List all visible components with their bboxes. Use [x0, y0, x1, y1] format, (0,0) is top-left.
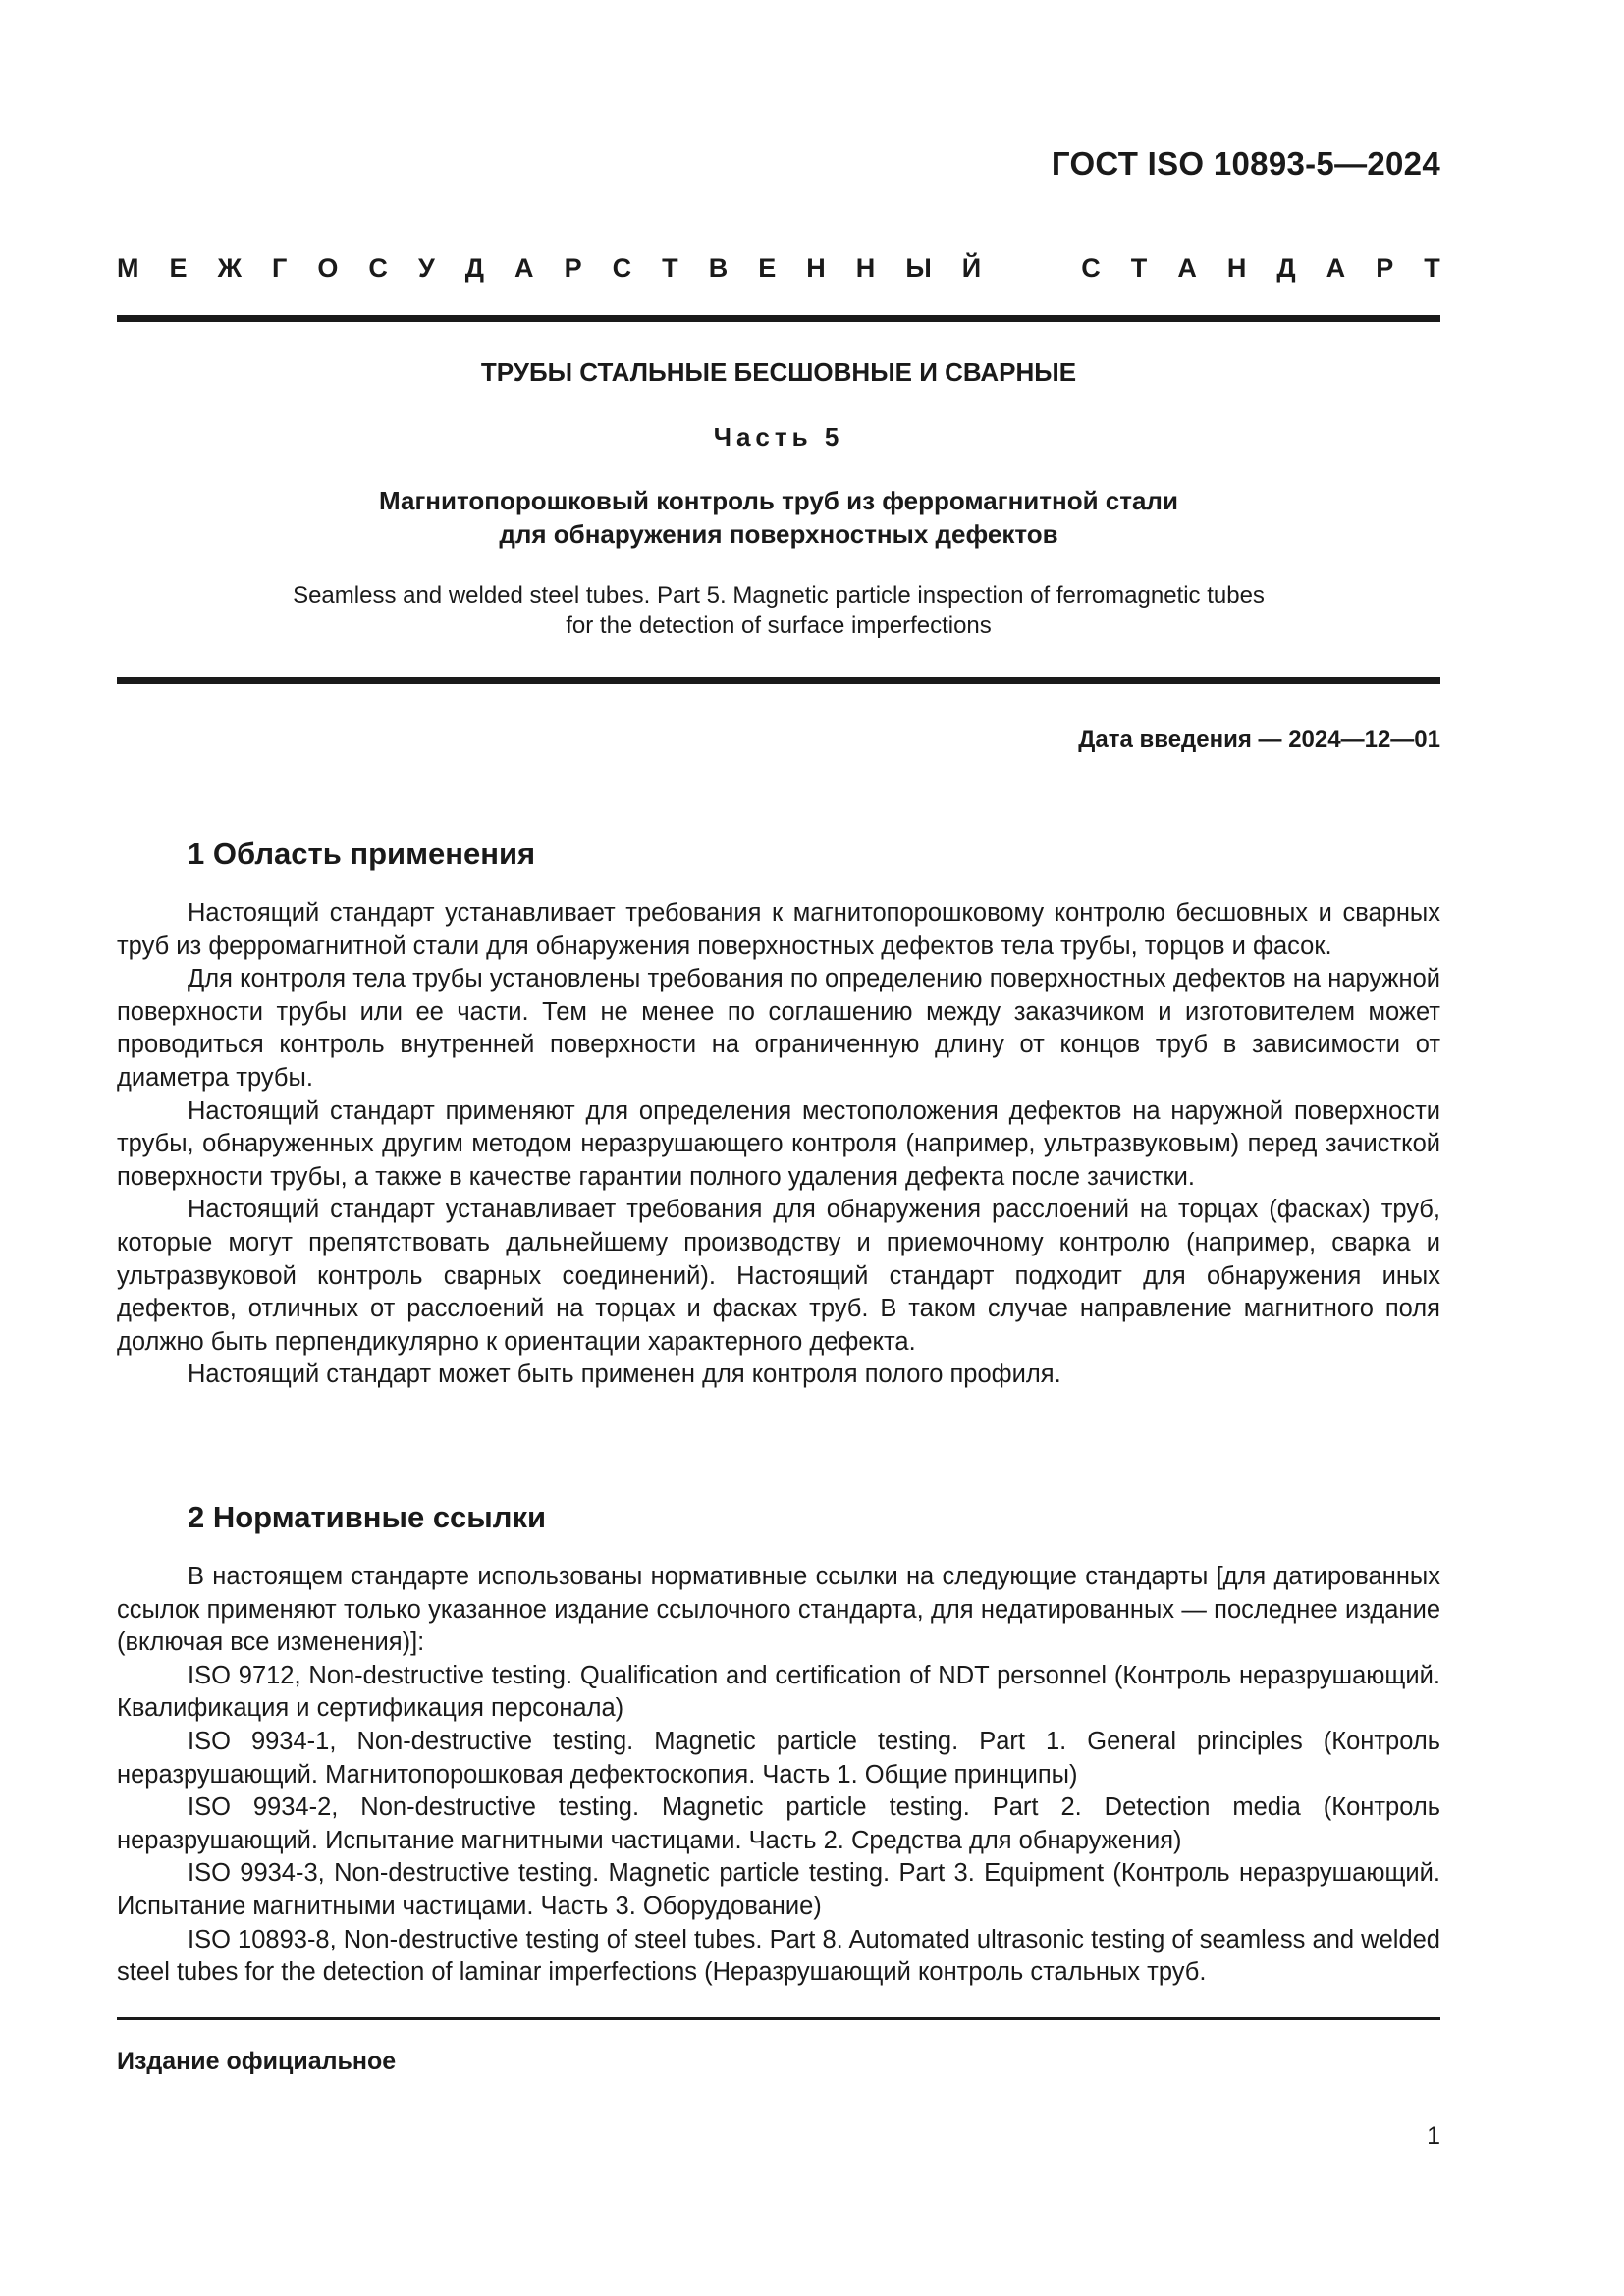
interstate-letter: Р — [564, 253, 582, 283]
section-2-body — [117, 1561, 1440, 1990]
paragraph: Настоящий стандарт может быть применен для контроля полого профиля. — [188, 1361, 1061, 1389]
interstate-standard-banner — [117, 253, 1440, 284]
paragraph: Настоящий стандарт применяют для определения местоположения дефектов на наружной поверхности трубы, обнаруженных другим методом неразрушающего контроля (например, ультразвуковым) перед зачисткой поверхности трубы, а также в качестве гарантии полного удаления дефекта после зачистки. — [117, 1096, 1440, 1191]
interstate-letter: У — [417, 253, 435, 283]
interstate-letter: Д — [464, 253, 485, 283]
official-edition-label: Издание официальное — [117, 2048, 397, 2075]
paragraph: В настоящем стандарте использованы нормативные ссылки на следующие стандарты [для датированных ссылок применяют только указанное издание ссылочного стандарта, для недатированных — последнее издание (включая все изменения)]: — [117, 1563, 1440, 1657]
interstate-letter: С — [612, 253, 632, 283]
reference-item: ISO 9934-3, Non-destructive testing. Magnetic particle testing. Part 3. Equipment (Контроль неразрушающий. Испытание магнитными частицами. Часть 3. Оборудование) — [117, 1859, 1440, 1920]
interstate-letter: А — [1326, 253, 1346, 283]
document-page — [117, 0, 1440, 2296]
interstate-letter: Н — [1226, 253, 1247, 283]
interstate-word-gap — [1011, 253, 1051, 284]
interstate-letter: С — [1081, 253, 1101, 283]
interstate-letter: Р — [1376, 253, 1394, 283]
paragraph: Настоящий стандарт устанавливает требования для обнаружения расслоений на торцах (фасках) труб, которые могут препятствовать дальнейшему производству и приемочному контролю (например, сварка и ультразвуковой контроль сварных соединений). Настоящий стандарт подходит для обнаружения иных дефектов, отличных от расслоений на торцах и фасках труб. В таком случае направление магнитного поля должно быть перпендикулярно к ориентации характерного дефекта. — [117, 1196, 1440, 1356]
interstate-letter: Г — [272, 253, 288, 283]
reference-item: ISO 10893-8, Non-destructive testing of steel tubes. Part 8. Automated ultrasonic testing of seamless and welded steel tubes for the detection of laminar imperfections (Неразрушающий контроль стальных труб. — [117, 1925, 1440, 1987]
english-title-line-2: for the detection of surface imperfections — [566, 613, 992, 639]
interstate-letter: Н — [855, 253, 876, 283]
reference-item: ISO 9934-1, Non-destructive testing. Magnetic particle testing. Part 1. General principles (Контроль неразрушающий. Магнитопорошковая дефектоскопия. Часть 1. Общие принципы) — [117, 1727, 1440, 1789]
interstate-letter: Д — [1276, 253, 1296, 283]
interstate-letter: Й — [961, 253, 982, 283]
interstate-letter: Н — [806, 253, 826, 283]
interstate-letter: Т — [1130, 253, 1148, 283]
interstate-letter: Ы — [905, 253, 932, 283]
reference-item: ISO 9934-2, Non-destructive testing. Magnetic particle testing. Part 2. Detection media (Контроль неразрушающий. Испытание магнитными частицами. Часть 2. Средства для обнаружения) — [117, 1793, 1440, 1854]
english-title — [117, 580, 1440, 641]
paragraph: Настоящий стандарт устанавливает требования к магнитопорошковому контролю бесшовных и сварных труб из ферромагнитной стали для обнаружения поверхностных дефектов тела трубы, торцов и фасок. — [117, 899, 1440, 960]
title-bottom-rule — [117, 677, 1440, 684]
interstate-letter: Ж — [217, 253, 242, 283]
standard-designation: ГОСТ ISO 10893-5—2024 — [1051, 145, 1440, 182]
subtitle-line-2: для обнаружения поверхностных дефектов — [499, 519, 1058, 549]
document-title: ТРУБЫ СТАЛЬНЫЕ БЕСШОВНЫЕ И СВАРНЫЕ — [480, 357, 1077, 387]
document-subtitle — [117, 484, 1440, 551]
interstate-letter: Т — [662, 253, 678, 283]
reference-item: ISO 9712, Non-destructive testing. Qualification and certification of NDT personnel (Контроль неразрушающий. Квалификация и сертификация персонала) — [117, 1661, 1440, 1723]
interstate-letter: Е — [758, 253, 777, 283]
page-number: 1 — [1427, 2122, 1440, 2150]
section-1-body — [117, 897, 1440, 1392]
interstate-letter: С — [368, 253, 388, 283]
section-1-heading: 1 Область применения — [188, 836, 536, 871]
interstate-letter: О — [317, 253, 339, 283]
introduction-date: Дата введения — 2024—12—01 — [1078, 726, 1440, 753]
section-2-heading: 2 Нормативные ссылки — [188, 1500, 547, 1534]
subtitle-line-1: Магнитопорошковый контроль труб из ферромагнитной стали — [379, 486, 1178, 515]
interstate-letter: В — [708, 253, 729, 283]
interstate-letter: Т — [1424, 253, 1440, 283]
footer-rule — [117, 2017, 1440, 2020]
interstate-letter: Е — [169, 253, 188, 283]
interstate-letter: А — [514, 253, 534, 283]
interstate-letter: А — [1177, 253, 1197, 283]
paragraph: Для контроля тела трубы установлены требования по определению поверхностных дефектов на наружной поверхности трубы или ее части. Тем не менее по соглашению между заказчиком и изготовителем может проводиться контроль внутренней поверхности на ограниченную длину от концов труб в зависимости от диаметра трубы. — [117, 965, 1440, 1092]
top-rule — [117, 315, 1440, 322]
document-part: Часть 5 — [713, 422, 844, 452]
interstate-letter: М — [117, 253, 139, 283]
english-title-line-1: Seamless and welded steel tubes. Part 5. Magnetic particle inspection of ferromagnetic tubes — [293, 582, 1265, 609]
